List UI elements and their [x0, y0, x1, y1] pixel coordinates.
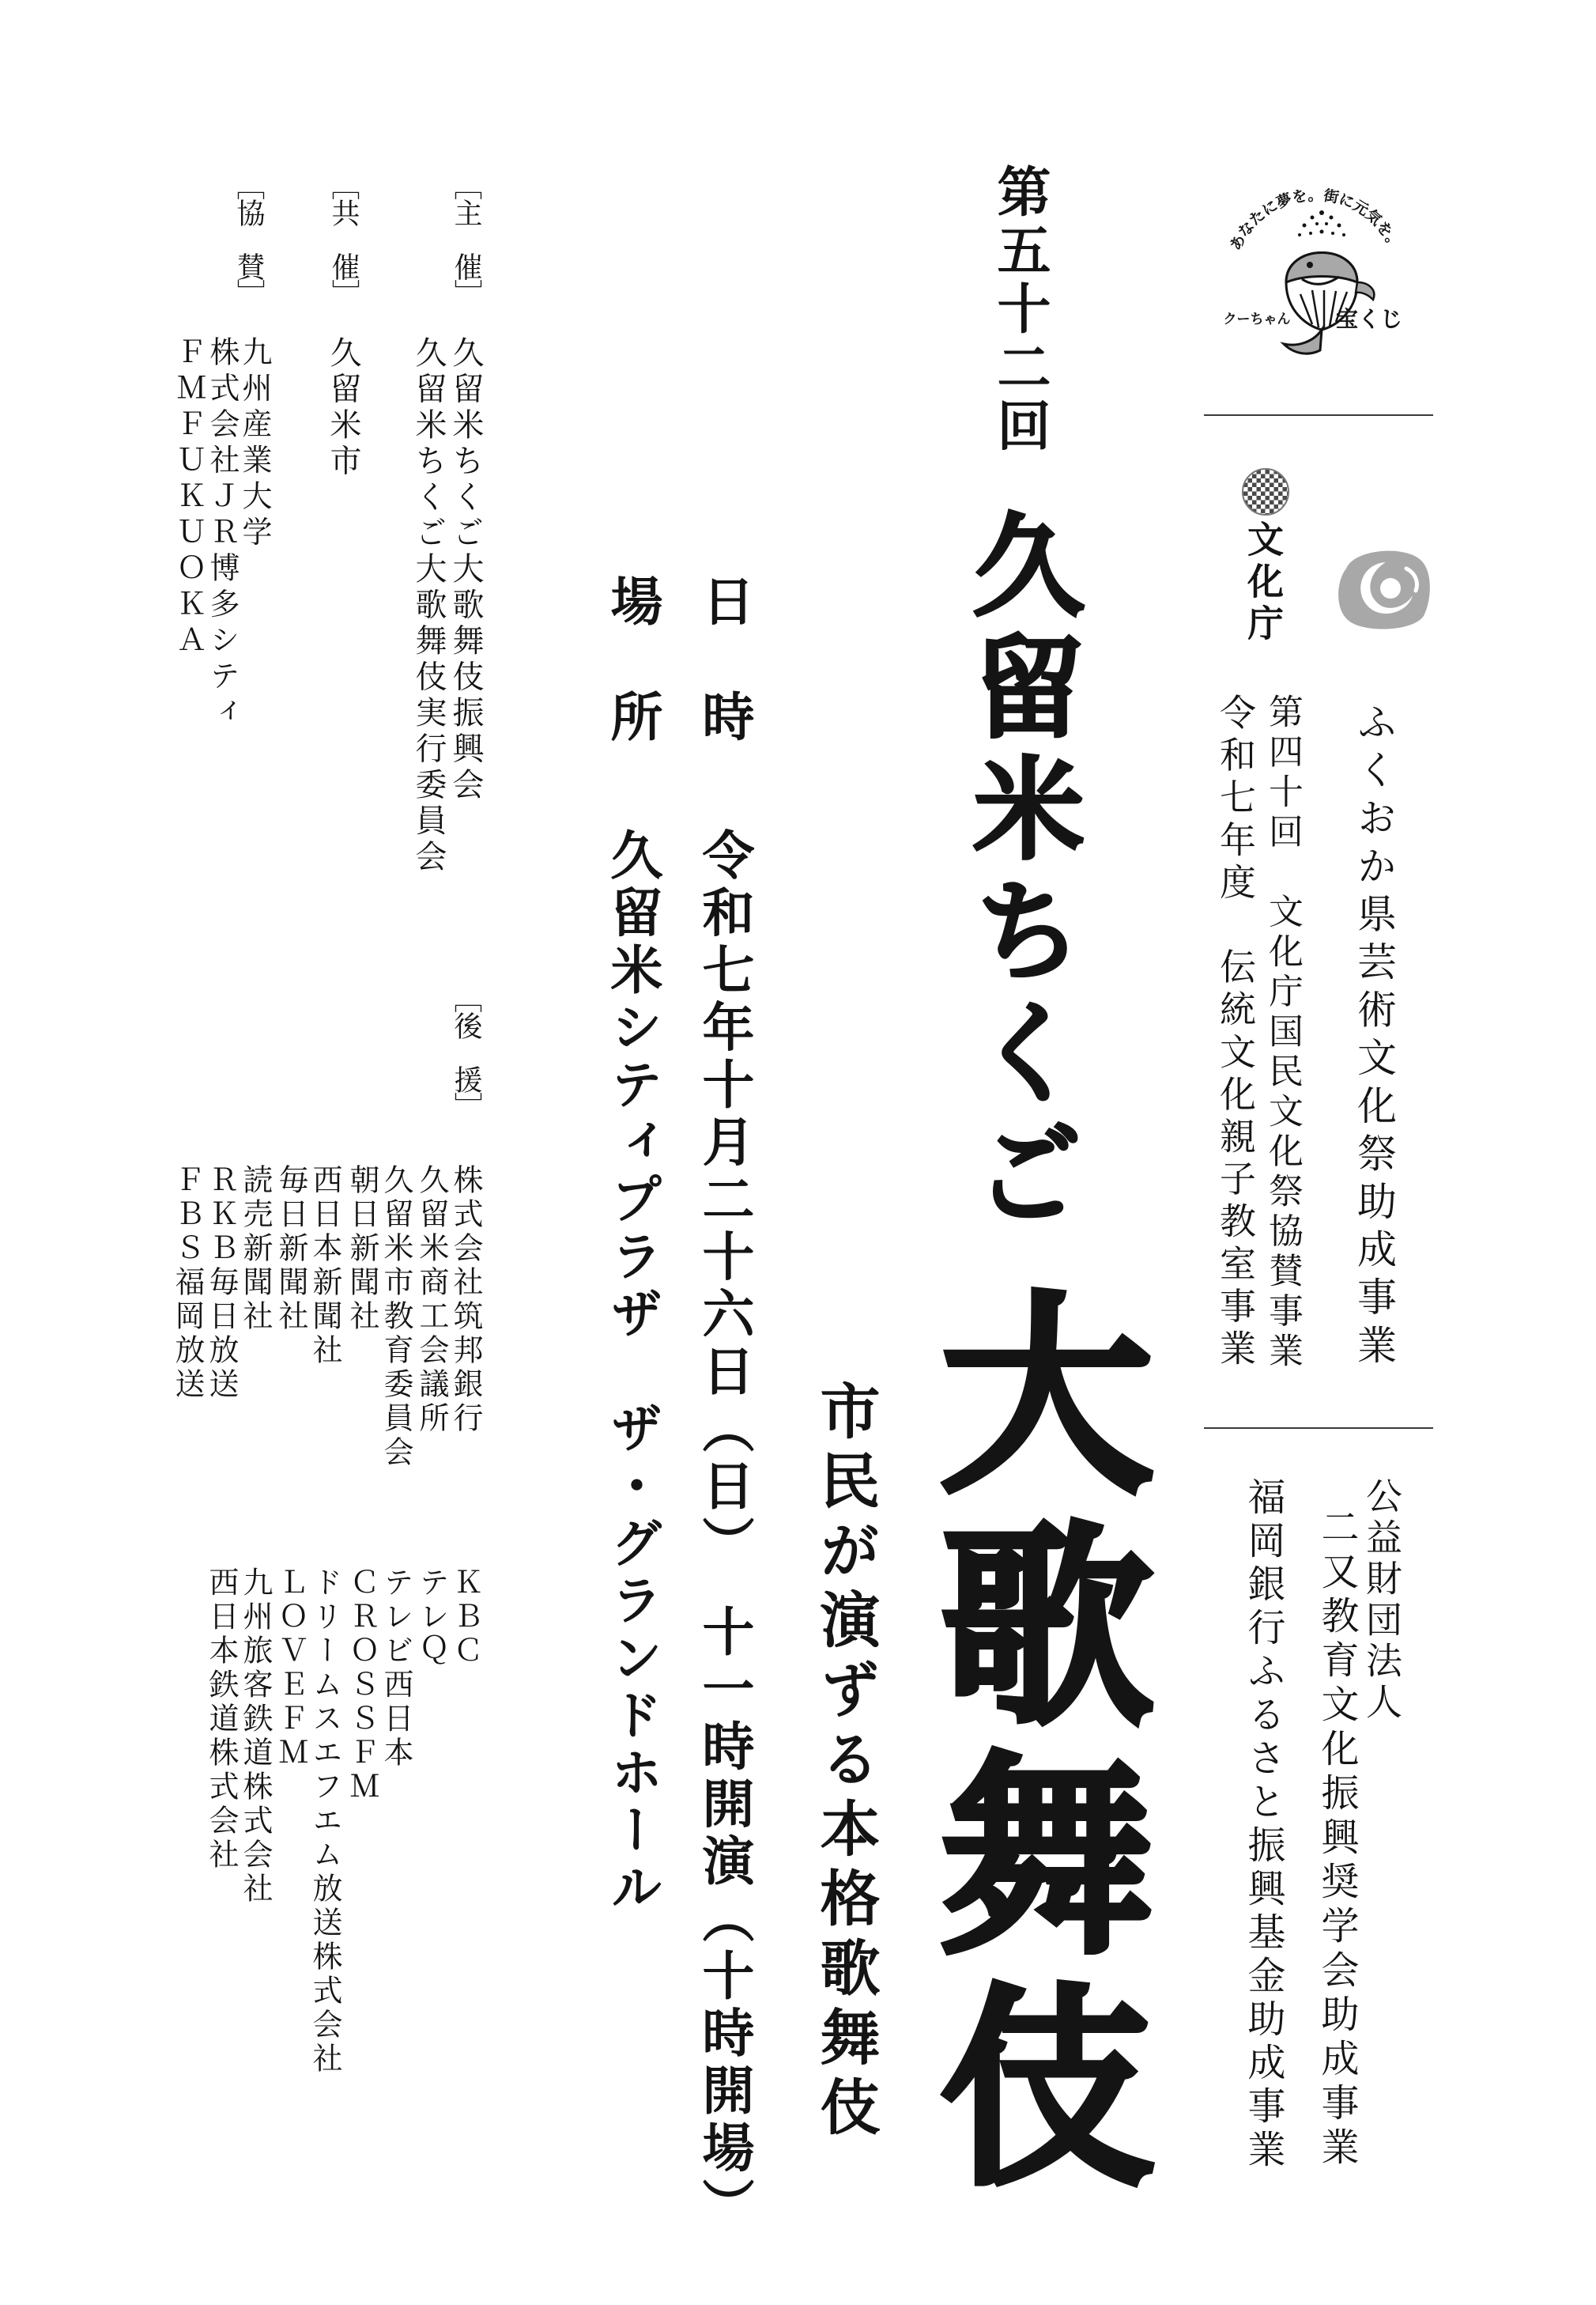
grant-foundation-type: 公益財団法人 [1360, 1477, 1403, 1724]
organizer-label: ［主 催］ [450, 172, 482, 306]
supporter-name: 西日本新聞社 [308, 1164, 342, 1368]
sponsor-name: 株式会社ＪＲ博多シティ [205, 336, 240, 732]
grant-national-culture-festival: 第四十回 文化庁国民文化祭協賛事業 [1262, 693, 1303, 1373]
organizer-name: 久留米ちくご大歌舞伎振興会 [447, 336, 484, 804]
gray-swirl-emblem-icon [1330, 545, 1434, 634]
sponsor-name: ＦＭＦＵＫＵＯＫＡ [172, 336, 206, 660]
grant-futamata-foundation: 二又教育文化振興奨学会助成事業 [1315, 1507, 1359, 2171]
whale-mascot-icon [1284, 253, 1374, 354]
checkered-circle-icon [1242, 468, 1289, 516]
venue-label: 場 所 [602, 574, 663, 747]
supporter-name: 株式会社筑邦銀行 [448, 1164, 483, 1436]
event-name-upper: 久留米ちくご [955, 508, 1085, 1238]
supporter-name: 久留米市教育委員会 [379, 1164, 413, 1470]
event-subtitle: 市民が演ずる本格歌舞伎 [810, 1380, 881, 2145]
divider-middle [1204, 1427, 1433, 1429]
supporter-name: ＦＢＳ福岡放送 [170, 1164, 205, 1402]
supporter-name: ドリームスエフエム放送株式会社 [308, 1566, 342, 2076]
supporter-name: ＬＯＶＥＦＭ [274, 1566, 308, 1770]
supporter-name: ＫＢＣ [448, 1566, 483, 1668]
organizer-name: 久留米ちくご大歌舞伎実行委員会 [410, 336, 447, 876]
supporter-name: 毎日新聞社 [274, 1164, 308, 1334]
bunkacho-name: 文化庁 [1242, 520, 1285, 646]
mascot-name: クーちゃん [1223, 312, 1291, 327]
supporter-name: ＣＲＯＳＳＦＭ [345, 1566, 379, 1804]
sponsor-name: 九州産業大学 [237, 336, 272, 552]
date-label: 日 時 [693, 574, 755, 747]
grant-fukuoka-arts-festival: ふくおか県芸術文化祭助成事業 [1351, 701, 1397, 1373]
supporter-name: ＲＫＢ毎日放送 [204, 1164, 239, 1402]
takarakuji-logo [1211, 164, 1419, 365]
supporter-name: 久留米商工会議所 [414, 1164, 449, 1436]
grant-traditional-culture-class: 令和七年度 伝統文化親子教室事業 [1214, 693, 1257, 1372]
supporter-name: テレビ西日本 [379, 1566, 413, 1770]
co-organizer-label: ［共 催］ [327, 172, 360, 306]
sponsor-label: ［協 賛］ [232, 172, 265, 306]
supporter-name: 読売新聞社 [238, 1164, 273, 1334]
logo-slogan: あなたに夢を。街に元気を。 [1226, 187, 1405, 254]
divider-top [1204, 414, 1433, 416]
supporter-name: 九州旅客鉄道株式会社 [238, 1566, 273, 1906]
venue-value: 久留米シティプラザ ザ・グランドホール [602, 828, 663, 1918]
supporter-name: 西日本鉄道株式会社 [204, 1566, 239, 1872]
supporter-name: テレＱ [414, 1566, 449, 1668]
edition-number: 第五十二回 [988, 164, 1051, 456]
date-value: 令和七年十月二十六日（日） 十一時開演（十時開場） [693, 828, 755, 2235]
supporter-name: 朝日新聞社 [345, 1164, 379, 1334]
event-name-main: 大歌舞伎 [904, 1283, 1156, 2207]
takarakuji-brand: 宝くじ [1335, 306, 1403, 332]
fountain-spray-icon [1298, 210, 1345, 236]
co-organizer-name: 久留米市 [325, 336, 361, 480]
supporter-label: ［後 援］ [450, 984, 482, 1119]
logo-arc-text [1227, 186, 1404, 253]
grant-fukuoka-bank-fund: 福岡銀行ふるさと振興基金助成事業 [1241, 1477, 1285, 2173]
